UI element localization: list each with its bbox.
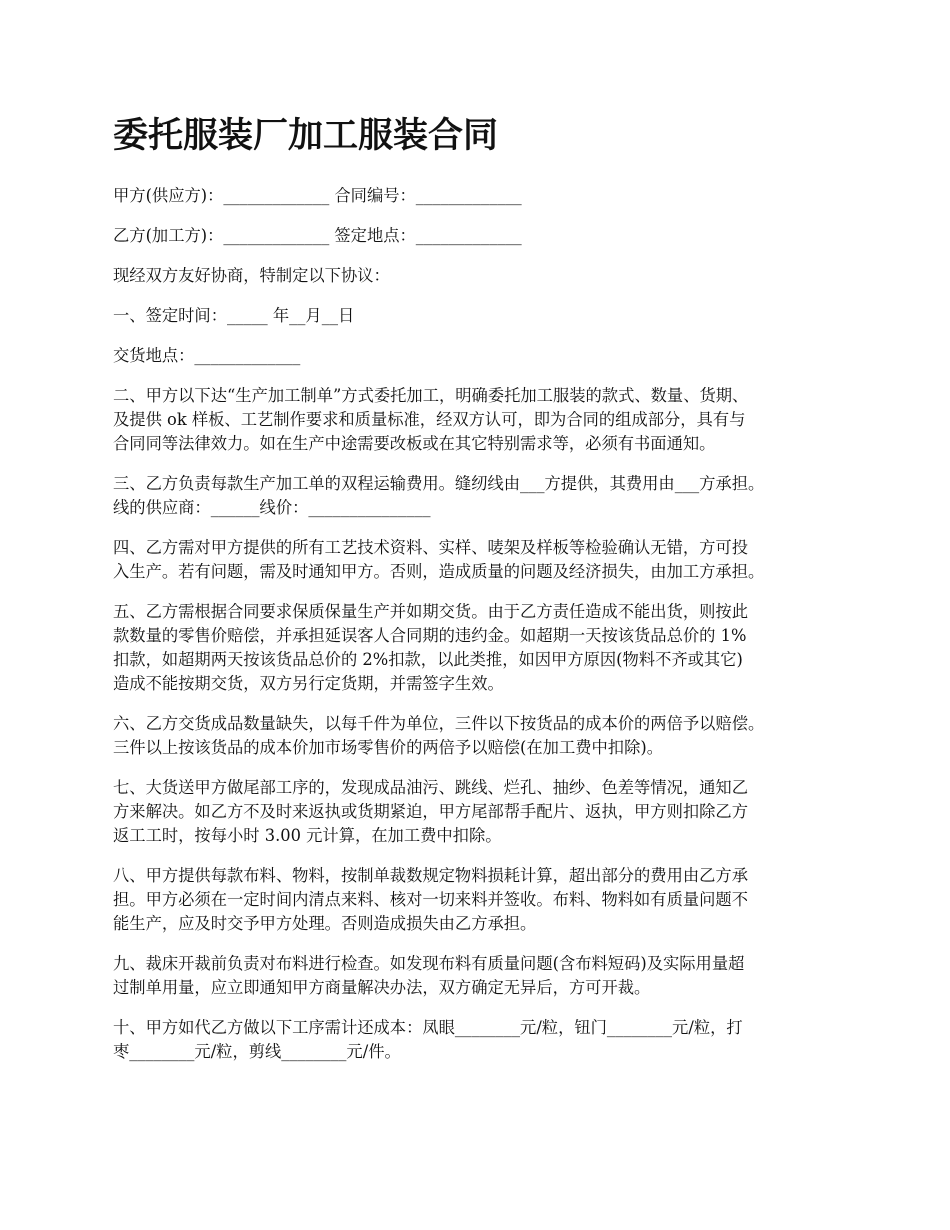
- paragraph-line: 过制单用量，应立即通知甲方商量解决办法，双方确定无异后，方可开裁。: [113, 978, 651, 997]
- paragraph-line: 七、大货送甲方做尾部工序的，发现成品油污、跳线、烂孔、抽纱、色差等情况，通知乙: [113, 778, 748, 797]
- contract-paragraph: [113, 864, 858, 936]
- paragraph-line: 甲方(供应方)：_____________ 合同编号：_____________: [113, 186, 522, 205]
- contract-paragraph: [113, 384, 858, 456]
- contract-paragraph: [113, 224, 858, 248]
- paragraph-line: 三件以上按该货品的成本价加市场零售价的两倍予以赔偿(在加工费中扣除)。: [113, 738, 663, 757]
- paragraph-line: 二、甲方以下达“生产加工制单”方式委托加工，明确委托加工服装的款式、数量、货期、: [113, 386, 749, 405]
- contract-paragraph: [113, 712, 858, 760]
- paragraph-line: 九、裁床开裁前负责对布料进行检查。如发现布料有质量问题(含布料短码)及实际用量超: [113, 954, 745, 973]
- paragraph-line: 返工工时，按每小时 3.00 元计算，在加工费中扣除。: [113, 826, 502, 845]
- paragraph-line: 能生产，应及时交予甲方处理。否则造成损失由乙方承担。: [113, 914, 537, 933]
- paragraph-line: 方来解决。如乙方不及时来返执或货期紧迫，甲方尾部帮手配片、返执，甲方则扣除乙方: [113, 802, 748, 821]
- contract-paragraph: [113, 776, 858, 848]
- contract-paragraph: [113, 600, 858, 696]
- contract-paragraph: [113, 472, 858, 520]
- paragraph-line: 一、签定时间：_____ 年__月__日: [113, 306, 355, 325]
- paragraph-line: 担。甲方必须在一定时间内清点来料、核对一切来料并签收。布料、物料如有质量问题不: [113, 890, 748, 909]
- contract-paragraph: [113, 344, 858, 368]
- paragraph-line: 入生产。若有问题，需及时通知甲方。否则，造成质量的问题及经济损失，由加工方承担。: [113, 562, 765, 581]
- contract-paragraph: [113, 1016, 858, 1064]
- paragraph-line: 款数量的零售价赔偿，并承担延误客人合同期的违约金。如超期一天按该货品总价的 1%: [113, 626, 747, 645]
- paragraph-line: 合同同等法律效力。如在生产中途需要改板或在其它特别需求等，必须有书面通知。: [113, 434, 716, 453]
- paragraph-line: 五、乙方需根据合同要求保质保量生产并如期交货。由于乙方责任造成不能出货，则按此: [113, 602, 748, 621]
- paragraph-line: 八、甲方提供每款布料、物料，按制单裁数规定物料损耗计算，超出部分的费用由乙方承: [113, 866, 748, 885]
- paragraph-line: 十、甲方如代乙方做以下工序需计还成本：凤眼________元/粒，钮门________元/粒，打: [113, 1018, 743, 1037]
- paragraph-line: 乙方(加工方)：_____________ 签定地点：_____________: [113, 226, 522, 245]
- paragraph-line: 四、乙方需对甲方提供的所有工艺技术资料、实样、唛架及样板等检验确认无错，方可投: [113, 538, 748, 557]
- paragraph-line: 交货地点：_____________: [113, 346, 301, 365]
- contract-body: [113, 184, 858, 1064]
- paragraph-line: 及提供 ok 样板、工艺制作要求和质量标准，经双方认可，即为合同的组成部分，具有与: [113, 410, 746, 429]
- contract-paragraph: [113, 184, 858, 208]
- contract-paragraph: [113, 304, 858, 328]
- paragraph-line: 六、乙方交货成品数量缺失，以每千件为单位，三件以下按货品的成本价的两倍予以赔偿。: [113, 714, 765, 733]
- paragraph-line: 线的供应商：______线价：_______________: [113, 498, 431, 517]
- paragraph-line: 枣________元/粒，剪线________元/件。: [113, 1042, 401, 1061]
- paragraph-line: 扣款，如超期两天按该货品总价的 2%扣款，以此类推，如因甲方原因(物料不齐或其它): [113, 650, 743, 669]
- paragraph-line: 造成不能按期交货，双方另行定货期，并需签字生效。: [113, 674, 504, 693]
- contract-paragraph: [113, 536, 858, 584]
- contract-paragraph: [113, 264, 858, 288]
- contract-paragraph: [113, 952, 858, 1000]
- paragraph-line: 三、乙方负责每款生产加工单的双程运输费用。缝纫线由___方提供，其费用由___方承担。: [113, 474, 765, 493]
- paragraph-line: 现经双方友好协商，特制定以下协议：: [113, 266, 390, 285]
- page-title: 委托服装厂加工服装合同: [113, 116, 499, 156]
- contract-page: [113, 112, 858, 1080]
